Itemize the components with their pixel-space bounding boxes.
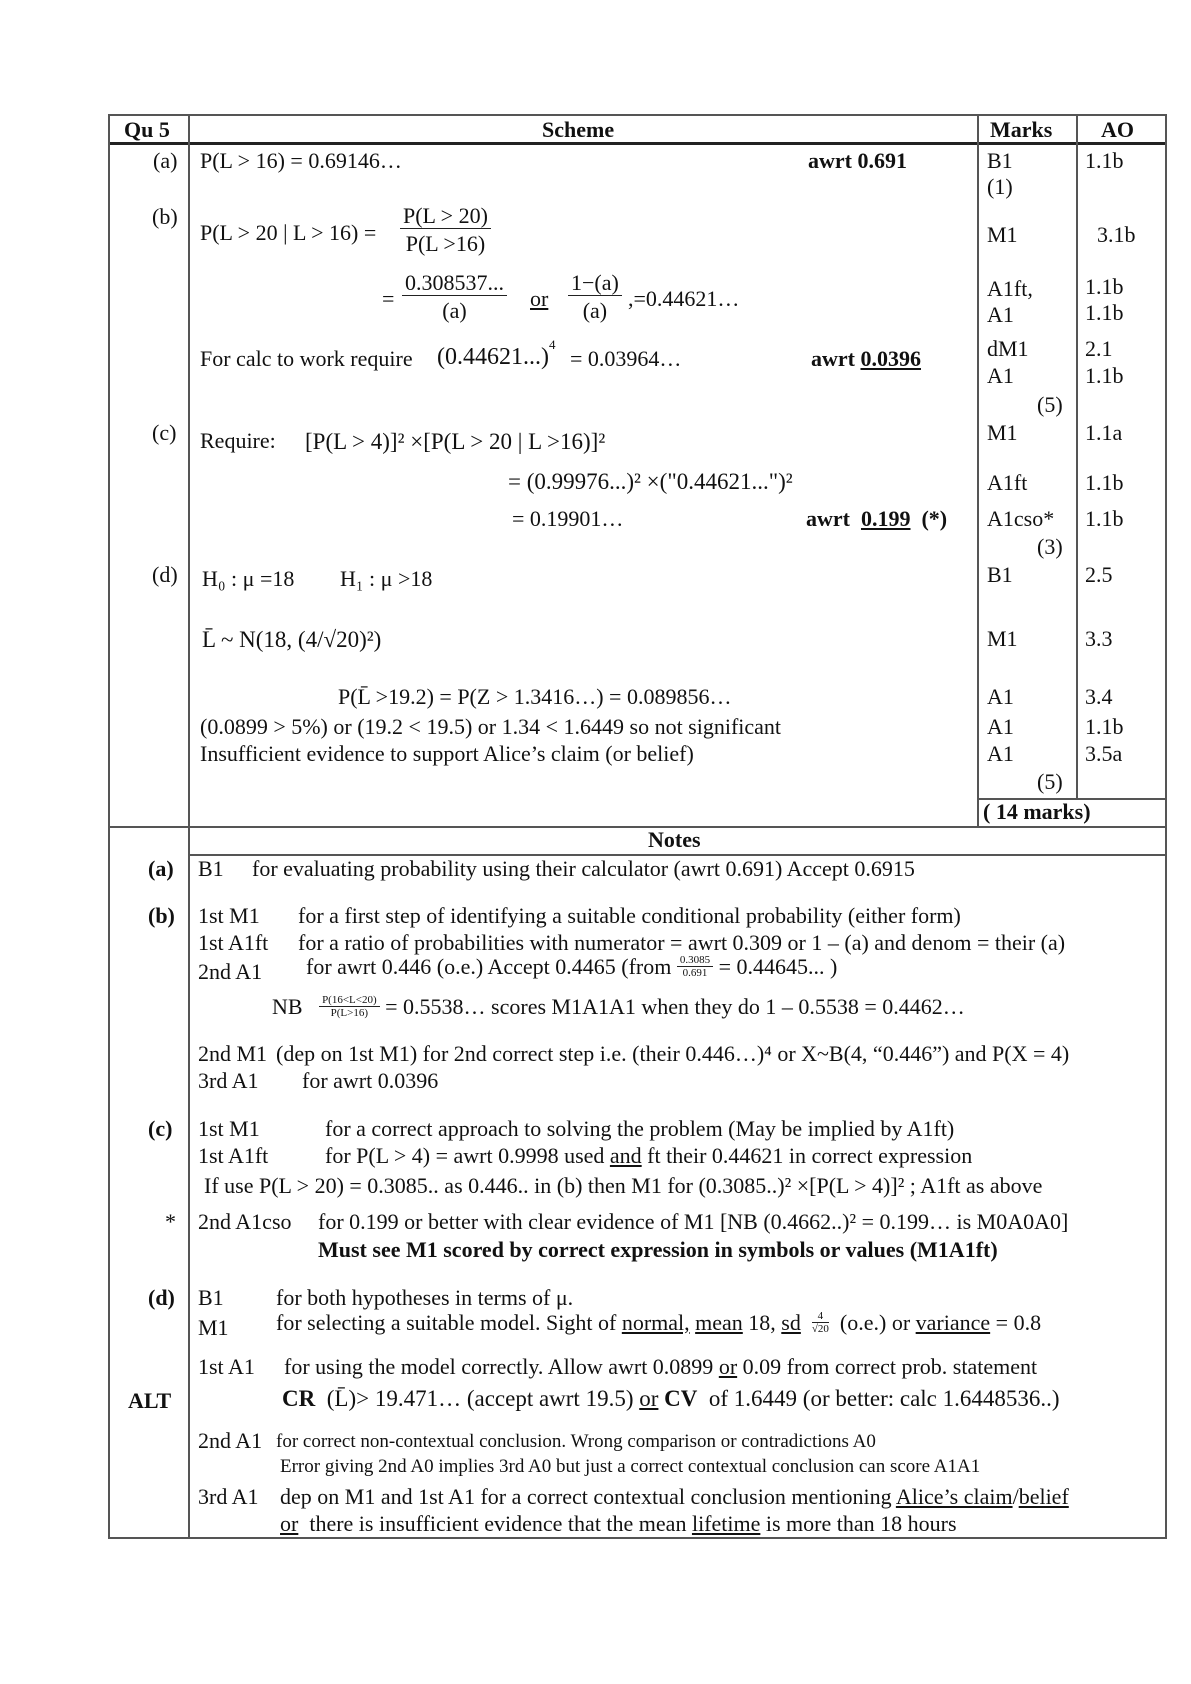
- notes-d-line-2: [276, 1310, 1041, 1336]
- notes-d-line-5: [280, 1486, 1069, 1508]
- part-d-ao4: 1.1b: [1085, 714, 1124, 739]
- line-3-or: or: [718, 1354, 738, 1379]
- notes-d-code-1: B1: [198, 1285, 224, 1310]
- notes-c-line-4: for 0.199 or better with clear evidence of M1 [NB (0.4662..)² = 0.199… is M0A0A0]: [318, 1209, 1069, 1234]
- line-5-belief: belief: [1018, 1484, 1069, 1509]
- table-border-bottom: [108, 1537, 1167, 1539]
- part-c-mark-m1: M1: [987, 420, 1018, 445]
- line-2-text: for selecting a suitable model. Sight of: [276, 1309, 617, 1335]
- line-2-variance: variance: [915, 1309, 991, 1335]
- notes-b-nb: [272, 994, 965, 1020]
- line-6-text: there is insufficient evidence that the mean: [309, 1511, 687, 1536]
- part-c-expression-2: = (0.99976...)² ×("0.44621...")²: [508, 469, 793, 494]
- nb-label: NB: [272, 993, 303, 1019]
- awrt-text: awrt: [806, 506, 850, 531]
- notes-d-line-6: [280, 1513, 957, 1535]
- part-d-distribution: L̄ ~ N(18, (4/√20)²): [202, 627, 382, 652]
- part-b-mark-a1-final: A1: [987, 363, 1014, 388]
- alt-or: or: [639, 1386, 659, 1411]
- part-b-label: (b): [152, 204, 178, 229]
- part-b-or: or: [530, 286, 549, 311]
- part-b-ao1: 3.1b: [1097, 222, 1136, 247]
- line-6-or: or: [280, 1511, 299, 1536]
- notes-a-text: for evaluating probability using their calculator (awrt 0.691) Accept 0.6915: [252, 856, 915, 881]
- notes-c-code-2: 1st A1ft: [198, 1143, 269, 1168]
- part-d-ao3: 3.4: [1085, 684, 1113, 709]
- notes-b-line-1: for a first step of identifying a suitable conditional probability (either form): [298, 903, 961, 928]
- nb-fraction-numerator: P(16<L<20): [319, 994, 380, 1007]
- header-marks: Marks: [990, 117, 1053, 142]
- notes-top-divider: [108, 826, 1167, 828]
- nb-fraction-denominator: P(L>16): [330, 1007, 369, 1020]
- header-qu: Qu 5: [124, 117, 170, 142]
- notes-c-line-1: for a correct approach to solving the problem (May be implied by A1ft): [325, 1116, 955, 1141]
- nb-text: = 0.5538… scores M1A1A1 when they do 1 – 0.5538 = 0.4462…: [385, 993, 965, 1019]
- part-b-fraction-2: [568, 271, 622, 323]
- part-d-ao5: 3.5a: [1085, 741, 1123, 766]
- alt-cr: CR: [282, 1386, 316, 1411]
- notes-c-star: *: [165, 1209, 176, 1234]
- notes-c-line-5: Must see M1 scored by correct expression in symbols or values (M1A1ft): [318, 1237, 998, 1262]
- line-2-mean: mean: [695, 1309, 743, 1335]
- notes-b-line-3: [306, 954, 837, 980]
- notes-b-code-1: 1st M1: [198, 903, 260, 928]
- part-b-main-fraction: [400, 204, 491, 256]
- part-b-mark-a1: A1: [987, 302, 1014, 327]
- part-b-ao3: 1.1b: [1085, 300, 1124, 325]
- sd-fraction-denominator: √20: [811, 1323, 829, 1336]
- notes-d-line-3: [284, 1356, 1037, 1378]
- part-c-mark-a1cso: A1cso*: [987, 506, 1055, 531]
- line-2-mean-value: 18,: [748, 1309, 776, 1335]
- column-divider-2: [977, 114, 979, 826]
- alt-cv-text: of 1.6449 (or better: calc 1.6448536..): [708, 1386, 1060, 1411]
- awrt-value: 0.199: [860, 506, 911, 531]
- line-2-and: and: [609, 1143, 642, 1168]
- line-3-part-a: for using the model correctly. Allow awrt 0.0899: [284, 1354, 714, 1379]
- line-2-sd-fraction: [812, 1310, 829, 1335]
- calc-base: (0.44621...): [437, 344, 549, 370]
- notes-d-label: (d): [148, 1285, 175, 1310]
- fraction-denominator: P(L >16): [405, 231, 486, 257]
- part-a-awrt: awrt 0.691: [808, 148, 907, 173]
- part-d-ao1: 2.5: [1085, 562, 1113, 587]
- notes-c-code-4: 2nd A1cso: [198, 1209, 292, 1234]
- part-c-awrt: [806, 508, 947, 530]
- part-b-mark-m1: M1: [987, 222, 1018, 247]
- notes-b-code-2: 1st A1ft: [198, 930, 269, 955]
- part-d-conclusion: Insufficient evidence to support Alice’s claim (or belief): [200, 741, 694, 766]
- notes-b-line-4: (dep on 1st M1) for 2nd correct step i.e. (their 0.446…)⁴ or X~B(4, “0.446”) and P(X = 4): [276, 1041, 1070, 1066]
- notes-c-label: (c): [148, 1116, 173, 1141]
- part-b-calc-text: For calc to work require: [200, 346, 413, 371]
- line-5-slash: /: [1012, 1484, 1019, 1509]
- part-b-calc-result: = 0.03964…: [570, 346, 682, 371]
- header-ao: AO: [1101, 117, 1134, 142]
- part-a-mark-b1: B1: [987, 148, 1013, 173]
- notes-d-line-4b: Error giving 2nd A0 implies 3rd A0 but just a correct contextual conclusion can score A1A1: [280, 1456, 981, 1477]
- part-a-expression: P(L > 16) = 0.69146…: [200, 148, 402, 173]
- part-b-ao4: 2.1: [1085, 336, 1113, 361]
- notes-b-label: (b): [148, 903, 175, 928]
- part-b-conditional-lhs: P(L > 20 | L > 16) =: [200, 220, 377, 245]
- notes-d-line-4: for correct non-contextual conclusion. Wrong comparison or contradictions A0: [276, 1431, 876, 1452]
- line-5-claim: Alice’s claim: [895, 1484, 1013, 1509]
- awrt-text: awrt: [811, 346, 855, 371]
- part-b-ao5: 1.1b: [1085, 363, 1124, 388]
- line-3-fraction-numerator: 0.3085: [677, 954, 713, 967]
- part-d-mark-a1-3: A1: [987, 741, 1014, 766]
- notes-title: Notes: [648, 827, 701, 852]
- column-divider-3: [1076, 114, 1078, 798]
- table-border-top: [108, 114, 1167, 116]
- notes-a-code: B1: [198, 856, 224, 881]
- grand-total-marks: ( 14 marks): [983, 799, 1091, 824]
- part-b-mark-dm1: dM1: [987, 336, 1029, 361]
- part-c-label: (c): [152, 420, 177, 445]
- line-2-part-a: for P(L > 4) = awrt 0.9998 used: [325, 1143, 605, 1168]
- fraction-1-numerator: 0.308537...: [402, 271, 507, 296]
- part-b-mark-total: (5): [1037, 392, 1063, 417]
- line-6-lifetime: lifetime: [691, 1511, 761, 1536]
- line-2-normal: normal,: [621, 1309, 690, 1335]
- part-b-calc-expression: [437, 337, 556, 370]
- fraction-numerator: P(L > 20): [400, 204, 491, 229]
- part-c-expression-1: [P(L > 4)]² ×[P(L > 20 | L >16)]²: [305, 429, 606, 454]
- line-6-end: is more than 18 hours: [765, 1511, 957, 1536]
- part-d-label: (d): [152, 562, 178, 587]
- part-b-ao2: 1.1b: [1085, 274, 1124, 299]
- part-b-equals: =: [382, 286, 395, 311]
- notes-b-code-3: 2nd A1: [198, 959, 263, 984]
- sd-fraction-numerator: 4: [812, 1310, 829, 1323]
- notes-b-code-5: 3rd A1: [198, 1068, 259, 1093]
- part-b-awrt: [811, 348, 921, 370]
- line-2-part-b: ft their 0.44621 in correct expression: [647, 1143, 973, 1168]
- calc-power: 4: [548, 337, 556, 352]
- given-answer-star: (*): [921, 506, 948, 531]
- header-divider: [108, 142, 1167, 145]
- notes-d-code-2: M1: [198, 1315, 229, 1340]
- fraction-1-denominator: (a): [442, 298, 467, 324]
- alt-cv: CV: [664, 1386, 698, 1411]
- line-3-fraction-denominator: 0.691: [682, 967, 708, 980]
- part-d-comparison: (0.0899 > 5%) or (19.2 < 19.5) or 1.34 < 1.6449 so not significant: [200, 714, 782, 739]
- part-a-ao: 1.1b: [1085, 148, 1124, 173]
- line-3-part-b: 0.09 from correct prob. statement: [742, 1354, 1038, 1379]
- part-d-mark-b1: B1: [987, 562, 1013, 587]
- notes-d-code-3: 1st A1: [198, 1354, 255, 1379]
- part-a-label: (a): [153, 148, 178, 173]
- part-b-result: ,=0.44621…: [628, 286, 740, 311]
- notes-c-line-3: If use P(L > 20) = 0.3085.. as 0.446.. in (b) then M1 for (0.3085..)² ×[P(L > 4)]² ; A1ft as above: [204, 1173, 1043, 1198]
- line-2-sd: sd: [781, 1309, 801, 1335]
- part-d-null-hypothesis: H₀ : μ =18: [202, 566, 295, 591]
- line-3-text: for awrt 0.446 (o.e.) Accept 0.4465 (from: [306, 953, 672, 979]
- part-d-mark-m1: M1: [987, 626, 1018, 651]
- notes-d-alt-line: [282, 1387, 1060, 1410]
- header-scheme: Scheme: [542, 117, 615, 142]
- line-3-fraction: [677, 954, 713, 979]
- notes-d-alt-label: ALT: [128, 1388, 172, 1413]
- part-c-ao3: 1.1b: [1085, 506, 1124, 531]
- part-d-ao2: 3.3: [1085, 626, 1113, 651]
- part-c-expression-3: = 0.19901…: [512, 506, 624, 531]
- part-c-ao1: 1.1a: [1085, 420, 1123, 445]
- part-d-mark-a1-1: A1: [987, 684, 1014, 709]
- part-d-mark-a1-2: A1: [987, 714, 1014, 739]
- notes-c-code-1: 1st M1: [198, 1116, 260, 1141]
- notes-d-line-1: for both hypotheses in terms of μ.: [276, 1285, 574, 1310]
- notes-b-line-2: for a ratio of probabilities with numerator = awrt 0.309 or 1 – (a) and denom = their (a): [298, 930, 1066, 955]
- notes-b-line-5: for awrt 0.0396: [302, 1068, 439, 1093]
- part-c-mark-total: (3): [1037, 534, 1063, 559]
- notes-d-code-5: 3rd A1: [198, 1484, 259, 1509]
- notes-d-code-4: 2nd A1: [198, 1428, 263, 1453]
- part-b-fraction-1: [402, 271, 507, 323]
- part-c-ao2: 1.1b: [1085, 470, 1124, 495]
- line-3-end: = 0.44645... ): [718, 953, 838, 979]
- part-b-mark-a1ft: A1ft,: [987, 276, 1033, 301]
- line-2-oe: (o.e.) or: [839, 1309, 911, 1335]
- notes-c-line-2: [325, 1145, 972, 1167]
- fraction-2-numerator: 1−(a): [568, 271, 622, 296]
- part-d-probability: P(L̄ >19.2) = P(Z > 1.3416…) = 0.089856…: [338, 684, 732, 709]
- part-c-mark-a1ft: A1ft: [987, 470, 1028, 495]
- alt-cr-text: (L̄)> 19.471… (accept awrt 19.5): [326, 1386, 634, 1411]
- part-c-require: Require:: [200, 428, 276, 453]
- line-5-text: dep on M1 and 1st A1 for a correct contextual conclusion mentioning: [280, 1484, 892, 1509]
- fraction-2-denominator: (a): [582, 298, 608, 324]
- part-d-mark-total: (5): [1037, 769, 1063, 794]
- nb-fraction: [319, 994, 380, 1019]
- line-2-variance-value: = 0.8: [995, 1309, 1042, 1335]
- part-a-mark-total: (1): [987, 174, 1013, 199]
- part-d-alt-hypothesis: H₁ : μ >18: [340, 566, 433, 591]
- notes-a-label: (a): [148, 856, 174, 881]
- awrt-value: 0.0396: [860, 346, 921, 371]
- notes-b-code-4: 2nd M1: [198, 1041, 268, 1066]
